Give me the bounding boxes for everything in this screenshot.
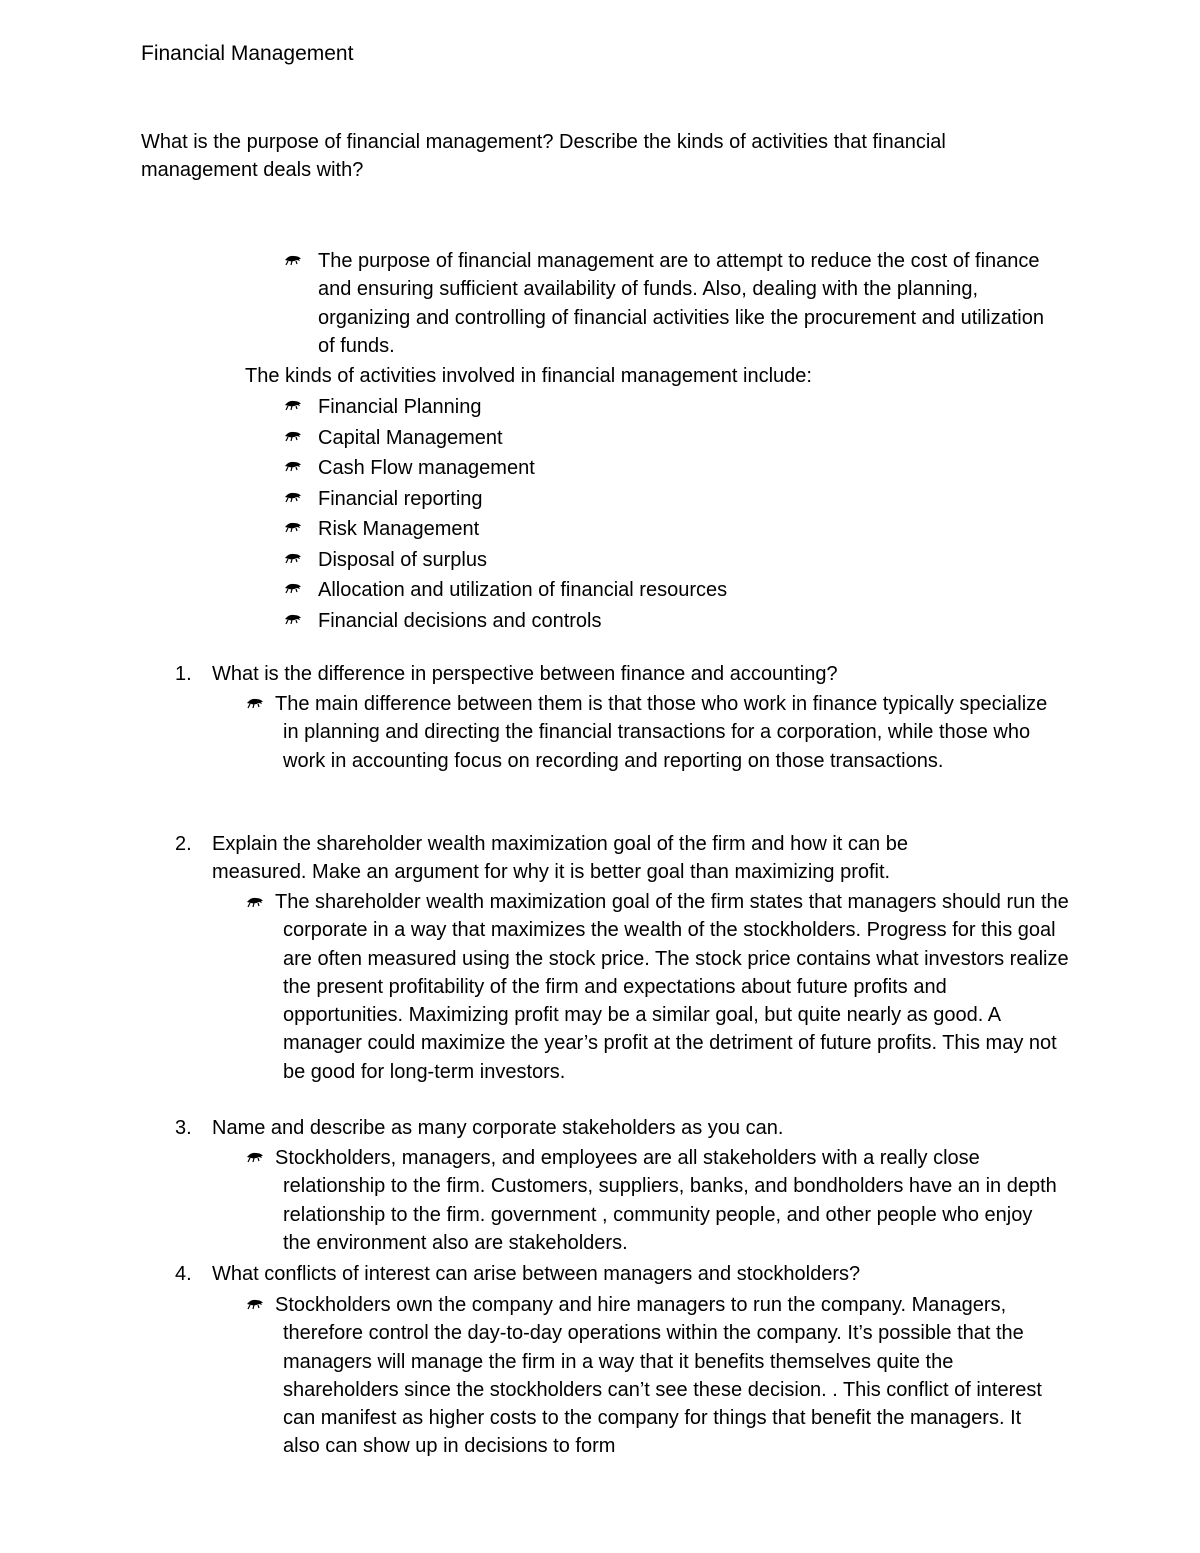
leaf-bullet-icon [284, 491, 302, 503]
leaf-bullet-icon [284, 521, 302, 533]
answer-body: The main difference between them is that those who work in finance typically specialize in planning and directing the financial transactions for a corporation, while those who work in accounting focus on recording and reporting on those transactions. [275, 693, 1048, 772]
activity-item: Cash Flow management [318, 457, 535, 479]
document-header: Financial Management [141, 42, 354, 65]
answer-text [275, 1144, 1065, 1257]
activity-item: Risk Management [318, 518, 480, 540]
leaf-bullet-icon [246, 697, 264, 709]
question-number: 4. [175, 1263, 192, 1285]
question-number: 1. [175, 663, 192, 685]
activity-item: Financial Planning [318, 396, 482, 418]
purpose-answer: The purpose of financial management are to attempt to reduce the cost of finance and ensuring sufficient availability of funds. Also, dealing with the planning, organizing and controlling of financial activities like the procurement and utilization of funds. [318, 250, 1044, 357]
leaf-bullet-icon [284, 254, 302, 266]
question-number: 2. [175, 833, 192, 855]
answer-body: Stockholders, managers, and employees are all stakeholders with a really close relationship to the firm. Customers, suppliers, banks, and bondholders have an in depth relationship to the firm. government , community people, and other people who enjoy the environment also are stakeholders. [275, 1147, 1057, 1254]
answer-body: Stockholders own the company and hire managers to run the company. Managers, therefore control the day-to-day operations within the company. It’s possible that the managers will manage the firm in a way that it benefits themselves quite the shareholders since the stockholders can’t see these decision. . This conflict of interest can manifest as higher costs to the company for things that benefit the managers. It also can show up in decisions to form [275, 1294, 1042, 1458]
activity-item: Financial reporting [318, 487, 483, 510]
activity-item: Allocation and utilization of financial resources [318, 579, 728, 601]
question-text: Explain the shareholder wealth maximization goal of the firm and how it can be measured. Make an argument for why it is better goal than maximizing profit. [212, 833, 908, 884]
leaf-bullet-icon [284, 399, 302, 411]
leaf-bullet-icon [284, 460, 302, 472]
activity-item: Capital Management [318, 426, 503, 449]
answer-body: The shareholder wealth maximization goal of the firm states that managers should run the corporate in a way that maximizes the wealth of the stockholders. Progress for this goal are often measured using the stock price. The stock price contains what investors realize the present profitability of the firm and expectations about future profits and opportunities. Maximizing profit may be a similar goal, but quite nearly as good. A manager could maximize the year’s profit at the detriment of future profits. This may not be good for long-term investors. [275, 891, 1069, 1083]
activities-intro: The kinds of activities involved in financial management include: [245, 365, 812, 387]
leaf-bullet-icon [284, 552, 302, 564]
question-text: What conflicts of interest can arise between managers and stockholders? [212, 1263, 861, 1285]
activity-item: Disposal of surplus [318, 548, 487, 571]
question-text: What is the difference in perspective between finance and accounting? [212, 663, 838, 685]
leaf-bullet-icon [284, 582, 302, 594]
answer-text [275, 690, 1050, 775]
leaf-bullet-icon [246, 1298, 264, 1310]
intro-question: What is the purpose of financial management? Describe the kinds of activities that financial management deals with? [141, 131, 946, 182]
answer-text [275, 888, 1070, 1086]
leaf-bullet-icon [246, 1151, 264, 1163]
leaf-bullet-icon [284, 613, 302, 625]
answer-text [275, 1291, 1050, 1461]
leaf-bullet-icon [284, 430, 302, 442]
activity-item: Financial decisions and controls [318, 609, 602, 632]
question-text: Name and describe as many corporate stakeholders as you can. [212, 1117, 784, 1139]
leaf-bullet-icon [246, 896, 264, 908]
question-number: 3. [175, 1117, 192, 1139]
